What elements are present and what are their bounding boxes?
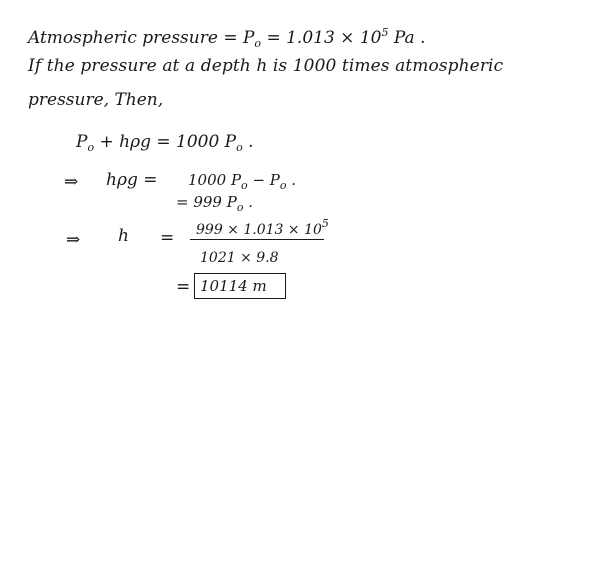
equals-sign: = [160,228,175,248]
final-answer: 10114 m [200,277,267,295]
equation-term: . [243,193,253,211]
atmospheric-pressure-line [28,28,425,50]
implies-arrow: ⇒ [66,230,81,250]
equation-line-3 [176,192,253,214]
implies-arrow: ⇒ [64,172,79,192]
p-naught-subscript: o [254,37,262,50]
equation-line-2-rhs [188,170,296,192]
subscript: o [87,141,95,154]
fraction-denominator: 1021 × 9.8 [200,250,279,266]
fraction-bar [190,239,324,240]
subscript: o [236,141,243,154]
numerator-text: 999 × 1.013 × 10 [196,222,322,238]
equation-line-1 [76,132,254,154]
subscript: o [241,179,248,192]
atmospheric-pressure-label: Atmospheric pressure = P [28,28,255,48]
problem-statement-line-2: pressure, Then, [28,90,164,110]
exponent: 5 [381,26,389,39]
equation-line-2-lhs: hρg = [106,170,158,190]
equals-sign: = [176,277,191,297]
exponent: 5 [321,217,329,230]
fraction-numerator [196,217,329,241]
atmospheric-pressure-value: = 1.013 × 10 [261,28,382,48]
problem-statement-line-1: If the pressure at a depth h is 1000 times atmospheric [28,56,504,76]
equation-term: − P [247,171,280,189]
equation-term: = 999 P [176,193,237,211]
height-variable: h [118,226,129,246]
equation-term: . [286,171,297,189]
equation-term: . [242,132,254,152]
pressure-unit: Pa . [388,28,426,48]
equation-term: P [76,132,88,152]
equation-term: + hρg = 1000 P [94,132,237,152]
subscript: o [279,179,287,192]
subscript: o [236,201,244,214]
equation-term: 1000 P [188,171,242,189]
